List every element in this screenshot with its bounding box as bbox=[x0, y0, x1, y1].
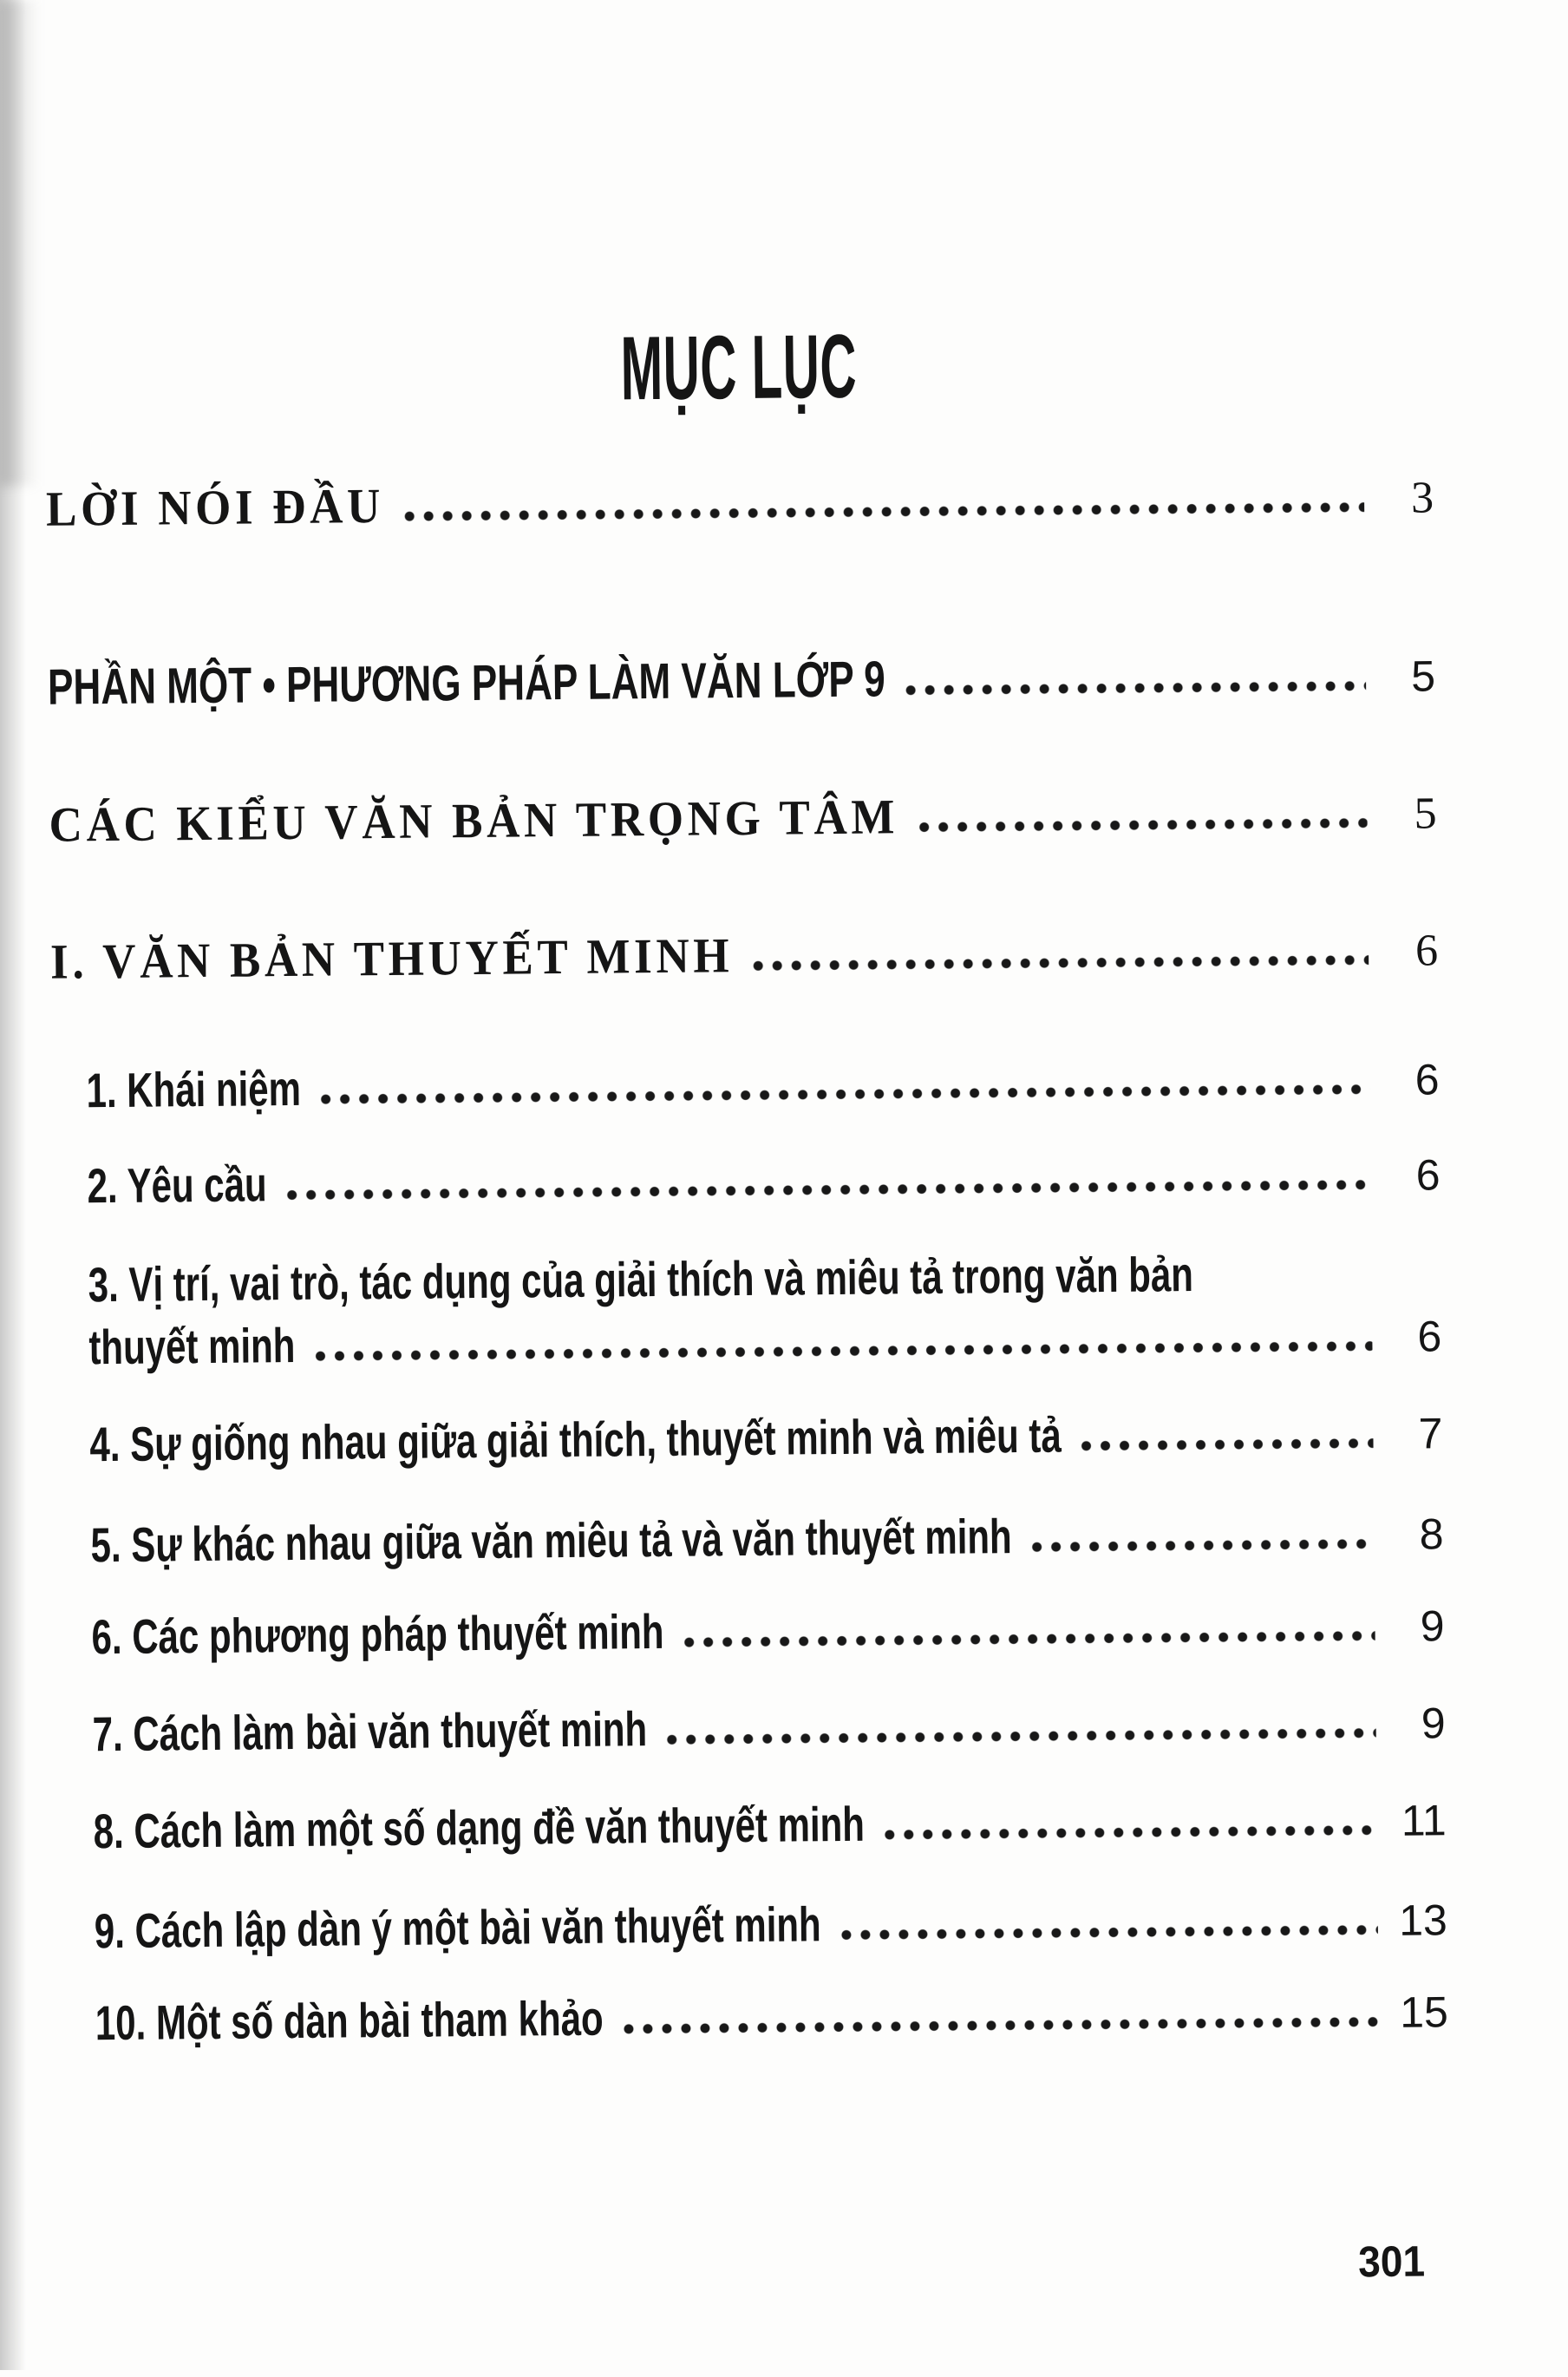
toc-entry bbox=[48, 640, 1436, 723]
toc-entry-page-number: 8 bbox=[1393, 1503, 1444, 1566]
toc-entry-label: thuyết minh bbox=[88, 1314, 296, 1378]
dot-leader bbox=[1028, 1538, 1375, 1553]
dot-leader bbox=[1077, 1437, 1374, 1451]
toc-entry-page-number: 9 bbox=[1395, 1692, 1446, 1755]
table-of-contents-page bbox=[42, 0, 1452, 2377]
toc-entry-last-line bbox=[93, 1787, 1447, 1864]
toc-entry bbox=[56, 1593, 1445, 1670]
page-title-wrap bbox=[44, 312, 1433, 422]
toc-entry bbox=[49, 781, 1437, 858]
toc-entry-last-line bbox=[91, 1593, 1445, 1670]
toc-entry bbox=[46, 465, 1434, 542]
toc-entry-label: 4. Sự giống nhau giữa giải thích, thuyết minh và miêu tả bbox=[89, 1405, 1062, 1477]
toc-entry-last-line bbox=[90, 1501, 1444, 1578]
toc-entry bbox=[60, 1887, 1448, 1964]
dot-leader bbox=[311, 1340, 1373, 1362]
toc-entry bbox=[61, 1979, 1449, 2056]
toc-entry bbox=[56, 1501, 1444, 1578]
dot-leader bbox=[837, 1924, 1378, 1941]
toc-entry-last-line bbox=[95, 1887, 1448, 1964]
toc-entry-label: CÁC KIỂU VĂN BẢN TRỌNG TÂM bbox=[49, 786, 898, 856]
toc-entry-last-line bbox=[48, 640, 1436, 723]
toc-entry-last-line bbox=[49, 781, 1437, 858]
toc-entry-last-line bbox=[92, 1690, 1446, 1767]
toc-entry-page-number: 3 bbox=[1383, 467, 1434, 530]
toc-entry-last-line bbox=[86, 1046, 1440, 1123]
toc-entry-page-number: 11 bbox=[1395, 1789, 1447, 1852]
toc-entry-label: 8. Cách làm một số dạng đề văn thuyết minh bbox=[93, 1793, 865, 1863]
dot-leader bbox=[400, 501, 1364, 522]
dot-leader bbox=[317, 1084, 1370, 1105]
dot-leader bbox=[748, 954, 1369, 972]
toc-entry-label: LỜI NÓI ĐẦU bbox=[46, 475, 385, 541]
toc-entry-last-line bbox=[95, 1979, 1449, 2056]
toc-entry-label: PHẦN MỘT • PHƯƠNG PHÁP LÀM VĂN LỚP 9 bbox=[48, 645, 885, 721]
toc-entry-label: 5. Sự khác nhau giữa văn miêu tả và văn thuyết minh bbox=[90, 1505, 1012, 1576]
dot-leader bbox=[880, 1824, 1377, 1840]
toc-entry bbox=[52, 1142, 1441, 1219]
toc-entry-page-number: 6 bbox=[1389, 1143, 1441, 1207]
toc-entry-label-line: 3. Vị trí, vai trò, tác dụng của giải thích và miêu tả trong văn bản bbox=[88, 1244, 1103, 1316]
toc-entry-last-line bbox=[88, 1303, 1442, 1380]
toc-entry bbox=[55, 1400, 1443, 1477]
toc-entry-last-line bbox=[89, 1400, 1443, 1477]
toc-entry bbox=[51, 1046, 1440, 1123]
toc-list bbox=[46, 465, 1448, 2056]
toc-entry-label: 9. Cách lập dàn ý một bài văn thuyết minh bbox=[95, 1893, 821, 1962]
toc-entry-page-number: 7 bbox=[1392, 1402, 1443, 1465]
toc-entry-page-number: 15 bbox=[1397, 1981, 1448, 2044]
dot-leader bbox=[914, 817, 1368, 833]
toc-entry-page-number: 5 bbox=[1385, 642, 1436, 710]
book-page-number: 301 bbox=[1358, 2236, 1425, 2288]
toc-entry-last-line bbox=[46, 465, 1434, 542]
toc-entry-page-number: 6 bbox=[1391, 1305, 1442, 1368]
toc-entry-page-number: 9 bbox=[1394, 1594, 1445, 1658]
toc-entry-page-number: 13 bbox=[1396, 1889, 1447, 1952]
toc-entry-page-number: 6 bbox=[1388, 1048, 1440, 1111]
page-title: MỤC LỤC bbox=[620, 318, 857, 418]
toc-entry-label: 1. Khái niệm bbox=[86, 1058, 301, 1122]
toc-entry bbox=[53, 1241, 1441, 1380]
toc-entry-label: 2. Yêu cầu bbox=[87, 1153, 267, 1217]
toc-entry-last-line bbox=[50, 918, 1439, 995]
toc-entry-label: 7. Cách làm bài văn thuyết minh bbox=[92, 1698, 647, 1765]
dot-leader bbox=[619, 2016, 1379, 2034]
toc-entry-last-line bbox=[87, 1142, 1441, 1219]
toc-entry bbox=[58, 1787, 1447, 1864]
scan-edge-shadow-top bbox=[0, 0, 38, 486]
dot-leader bbox=[663, 1727, 1376, 1745]
toc-entry-label: 6. Các phương pháp thuyết minh bbox=[91, 1601, 664, 1668]
toc-entry-page-number: 6 bbox=[1388, 920, 1439, 983]
toc-entry bbox=[50, 918, 1439, 995]
toc-entry-label: I. VĂN BẢN THUYẾT MINH bbox=[50, 925, 734, 994]
dot-leader bbox=[901, 680, 1367, 696]
dot-leader bbox=[283, 1179, 1371, 1201]
toc-entry-label: 10. Một số dàn bài tham khảo bbox=[95, 1987, 604, 2055]
toc-entry-page-number: 5 bbox=[1386, 783, 1437, 846]
toc-entry bbox=[57, 1690, 1446, 1767]
dot-leader bbox=[680, 1630, 1375, 1648]
